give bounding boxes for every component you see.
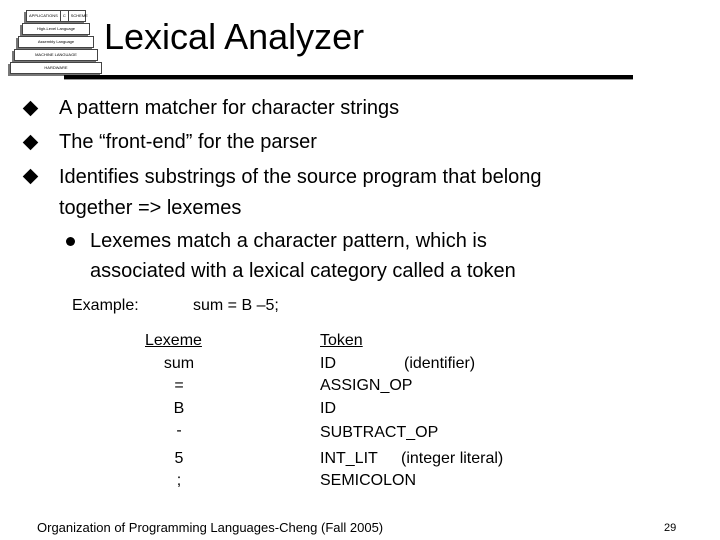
title-rule-shadow xyxy=(64,79,633,80)
token-note: (integer literal) xyxy=(401,450,504,467)
token-cell: SUBTRACT_OP xyxy=(320,424,439,441)
diamond-bullet-icon xyxy=(23,135,39,151)
lexeme-cell: = xyxy=(174,377,184,394)
token-cell: ID xyxy=(320,400,336,417)
logo-layer-1-text-a: APPLICATIONS xyxy=(29,13,58,18)
sub-bullet-text-line-2: associated with a lexical category called a token xyxy=(90,260,516,282)
page-number: 29 xyxy=(664,522,677,534)
logo-layer-4 xyxy=(14,49,98,61)
bullet-2-text: The “front-end” for the parser xyxy=(59,131,317,153)
bullet-3-text-line-1: Identifies substrings of the source program that belong xyxy=(59,166,542,188)
bullet-1-text: A pattern matcher for character strings xyxy=(59,97,400,119)
logo-layer-1-text-b: C xyxy=(60,11,68,21)
logo-layer-5 xyxy=(10,62,102,74)
bullet-3-text-line-2: together => lexemes xyxy=(59,197,242,219)
logo-layer-3-text: Assembly Language xyxy=(37,39,75,44)
token-cell: SEMICOLON xyxy=(320,472,417,489)
example-label: Example: xyxy=(72,297,139,314)
diamond-bullet-icon xyxy=(23,101,39,117)
logo-layer-3 xyxy=(18,36,94,48)
example-code: sum = B –5; xyxy=(193,297,279,314)
lexeme-column-header: Lexeme xyxy=(145,332,202,349)
token-note: (identifier) xyxy=(404,355,476,372)
round-bullet-icon xyxy=(66,237,75,246)
lexeme-cell: B xyxy=(173,400,185,417)
logo-layer-1 xyxy=(26,10,86,22)
lexeme-cell: sum xyxy=(163,355,195,372)
token-cell: INT_LIT xyxy=(320,450,378,467)
logo-layer-2 xyxy=(22,23,90,35)
logo-layer-5-text: HARDWARE xyxy=(44,65,68,70)
lexeme-cell: 5 xyxy=(174,450,184,467)
logo-layer-4-text: MACHINE LANGUAGE xyxy=(35,52,77,57)
lexeme-cell: ; xyxy=(176,472,182,489)
token-cell: ASSIGN_OP xyxy=(320,377,413,394)
logo-layer-1-text-c: SCHEME xyxy=(68,11,90,21)
sub-bullet-text-line-1: Lexemes match a character pattern, which is xyxy=(90,230,487,252)
token-cell: ID xyxy=(320,355,336,372)
token-column-header: Token xyxy=(320,332,363,349)
lexeme-cell: - xyxy=(176,422,182,439)
diamond-bullet-icon xyxy=(23,169,39,185)
slide-title: Lexical Analyzer xyxy=(104,16,365,57)
logo-layer-2-text: High-Level Language xyxy=(36,26,76,31)
abstraction-layers-logo xyxy=(4,6,104,78)
slide-footer: Organization of Programming Languages-Cheng (Fall 2005) xyxy=(37,520,384,535)
